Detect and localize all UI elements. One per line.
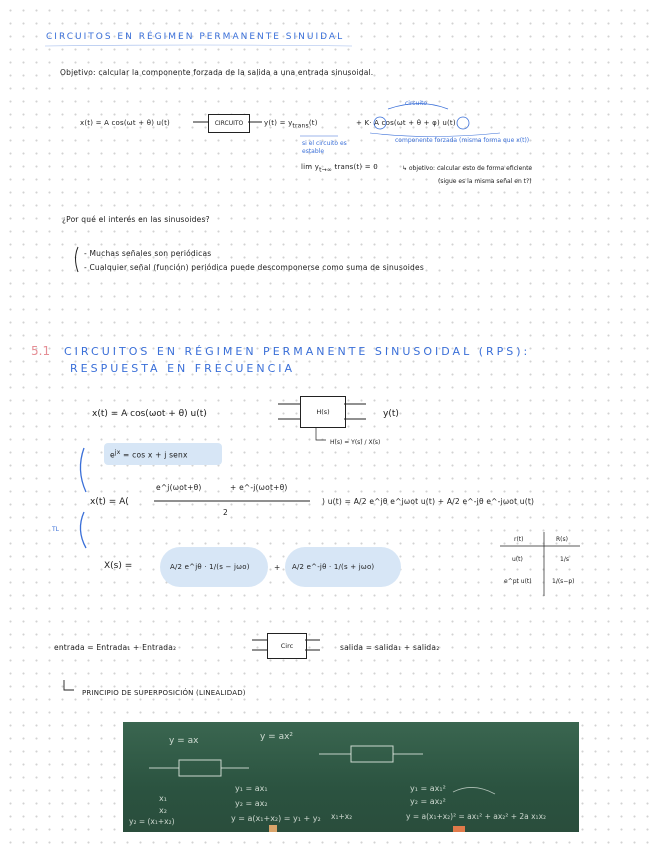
expand-num1: e^j(ωot+θ) <box>156 483 202 492</box>
euler-formula <box>110 449 188 460</box>
goal-note-2: (sigue es la misma señal en t?) <box>438 178 532 185</box>
rps-output: y(t) <box>383 409 399 419</box>
limit-sub: t→∞ <box>319 166 333 174</box>
table-cell-0-1: 1/s <box>560 556 569 563</box>
transform-table <box>500 532 580 596</box>
table-header-0: r(t) <box>514 536 524 543</box>
circled-phi <box>457 117 469 129</box>
rps-input-equation: x(t) = A cos(ωot + θ) u(t) <box>92 409 207 419</box>
table-cell-1-1: 1/(s−p) <box>552 578 575 585</box>
annotation-circuito: circuito <box>405 100 428 107</box>
annotation-forced: componente forzada (misma forma que x(t)) <box>395 137 530 144</box>
chalk-text-3: y₁ = ax₁ <box>235 784 268 793</box>
annotation-stable: si el circuito es estable <box>302 140 347 155</box>
output-equation-tail: (t) <box>308 119 318 127</box>
table-cell-1-0: e^pt u(t) <box>504 578 532 585</box>
section-number: 5.1 <box>31 344 51 358</box>
chalk-text-11: y₂ = (x₁+x₂) <box>129 817 175 826</box>
euler-base: e <box>110 450 115 460</box>
expand-lhs: x(t) = A( <box>90 497 129 507</box>
circuit-block-label: CIRCUITO <box>214 120 244 127</box>
chalk-drawings <box>123 722 579 832</box>
euler-rest: = cos x + j senx <box>123 450 188 460</box>
limit-equation <box>301 163 378 173</box>
input-equation: x(t) = A cos(ωt + θ) u(t) <box>80 119 170 127</box>
table-header-1: R(s) <box>556 536 568 543</box>
expand-den: 2 <box>223 508 228 517</box>
laplace-lhs: X(s) = <box>104 561 133 571</box>
chalk-text-9: y₂ = ax₂² <box>410 797 446 806</box>
chalk-text-2: y = ax² <box>260 732 294 742</box>
why-bullet-2: - Cualquier señal (función) periódica puede descomponerse como suma de sinusoides <box>84 263 424 272</box>
why-question: ¿Por qué el interés en las sinusoides? <box>62 215 210 224</box>
laplace-plus: + <box>274 563 281 572</box>
tl-label: TL <box>52 526 60 533</box>
output-equation-main: y(t) = y <box>264 119 293 127</box>
chalkboard-photo <box>123 722 579 832</box>
section-title-line1: CIRCUITOS EN RÉGIMEN PERMANENTE SINUSOIDAL (RPS): <box>64 345 531 358</box>
chalk-text-4: y₂ = ax₂ <box>235 799 268 808</box>
chalk-text-1: y = ax <box>169 736 199 746</box>
table-cell-0-0: u(t) <box>512 556 523 563</box>
why-bullet-1: - Muchas señales son periódicas <box>84 249 212 258</box>
limit-main: lim y <box>301 163 320 171</box>
euler-exp: jx <box>114 449 121 456</box>
circ-block <box>267 633 307 659</box>
superposition-output: salida = salida₁ + salida₂ <box>340 643 440 652</box>
h-block <box>300 396 346 428</box>
superposition-input: entrada = Entrada₁ + Entrada₂ <box>54 643 177 652</box>
forced-term: + K· A cos(ωt + θ + φ) u(t) <box>356 119 456 127</box>
circuit-block <box>208 114 250 133</box>
chalk-text-6: x₁ <box>159 794 167 803</box>
chalk-text-12: x₁+x₂ <box>331 812 353 821</box>
chalk-text-7: x₂ <box>159 806 167 815</box>
table-lines <box>500 532 580 596</box>
chalk-text-5: y = a(x₁+x₂) = y₁ + y₂ <box>231 814 321 823</box>
circ-block-label: Circ <box>280 642 294 650</box>
chalk-text-10: y = a(x₁+x₂)² = ax₁² + ax₂² + 2a x₁x₂ <box>406 812 547 821</box>
chalk-text-8: y₁ = ax₁² <box>410 784 446 793</box>
laplace-term-1: A/2 e^jθ · 1/(s − jωo) <box>170 563 250 571</box>
output-equation-sub: trans <box>292 122 309 130</box>
h-block-label: H(s) <box>316 408 330 416</box>
expand-rhs: ) u(t) = A/2 e^jθ e^jωot u(t) + A/2 e^-jθ e^-jωot u(t) <box>322 497 535 506</box>
section-title-line2: RESPUESTA EN FRECUENCIA <box>70 362 296 375</box>
limit-tail: trans(t) = 0 <box>334 163 378 171</box>
objective-text: Objetivo: calcular la componente forzada de la salida a una entrada sinusoidal. <box>60 68 374 77</box>
superposition-principle: PRINCIPIO DE SUPERPOSICIÓN (LINEALIDAD) <box>82 689 246 697</box>
expand-num2: + e^-j(ωot+θ) <box>230 483 288 492</box>
h-definition: H(s) = Y(s) / X(s) <box>330 439 381 446</box>
page-title: CIRCUITOS EN RÉGIMEN PERMANENTE SINUIDAL <box>46 32 345 42</box>
output-equation <box>264 119 318 129</box>
laplace-term-2: A/2 e^-jθ · 1/(s + jωo) <box>292 563 375 571</box>
goal-note: ↳ objetivo: calcular esto de forma eficiente <box>402 165 533 172</box>
